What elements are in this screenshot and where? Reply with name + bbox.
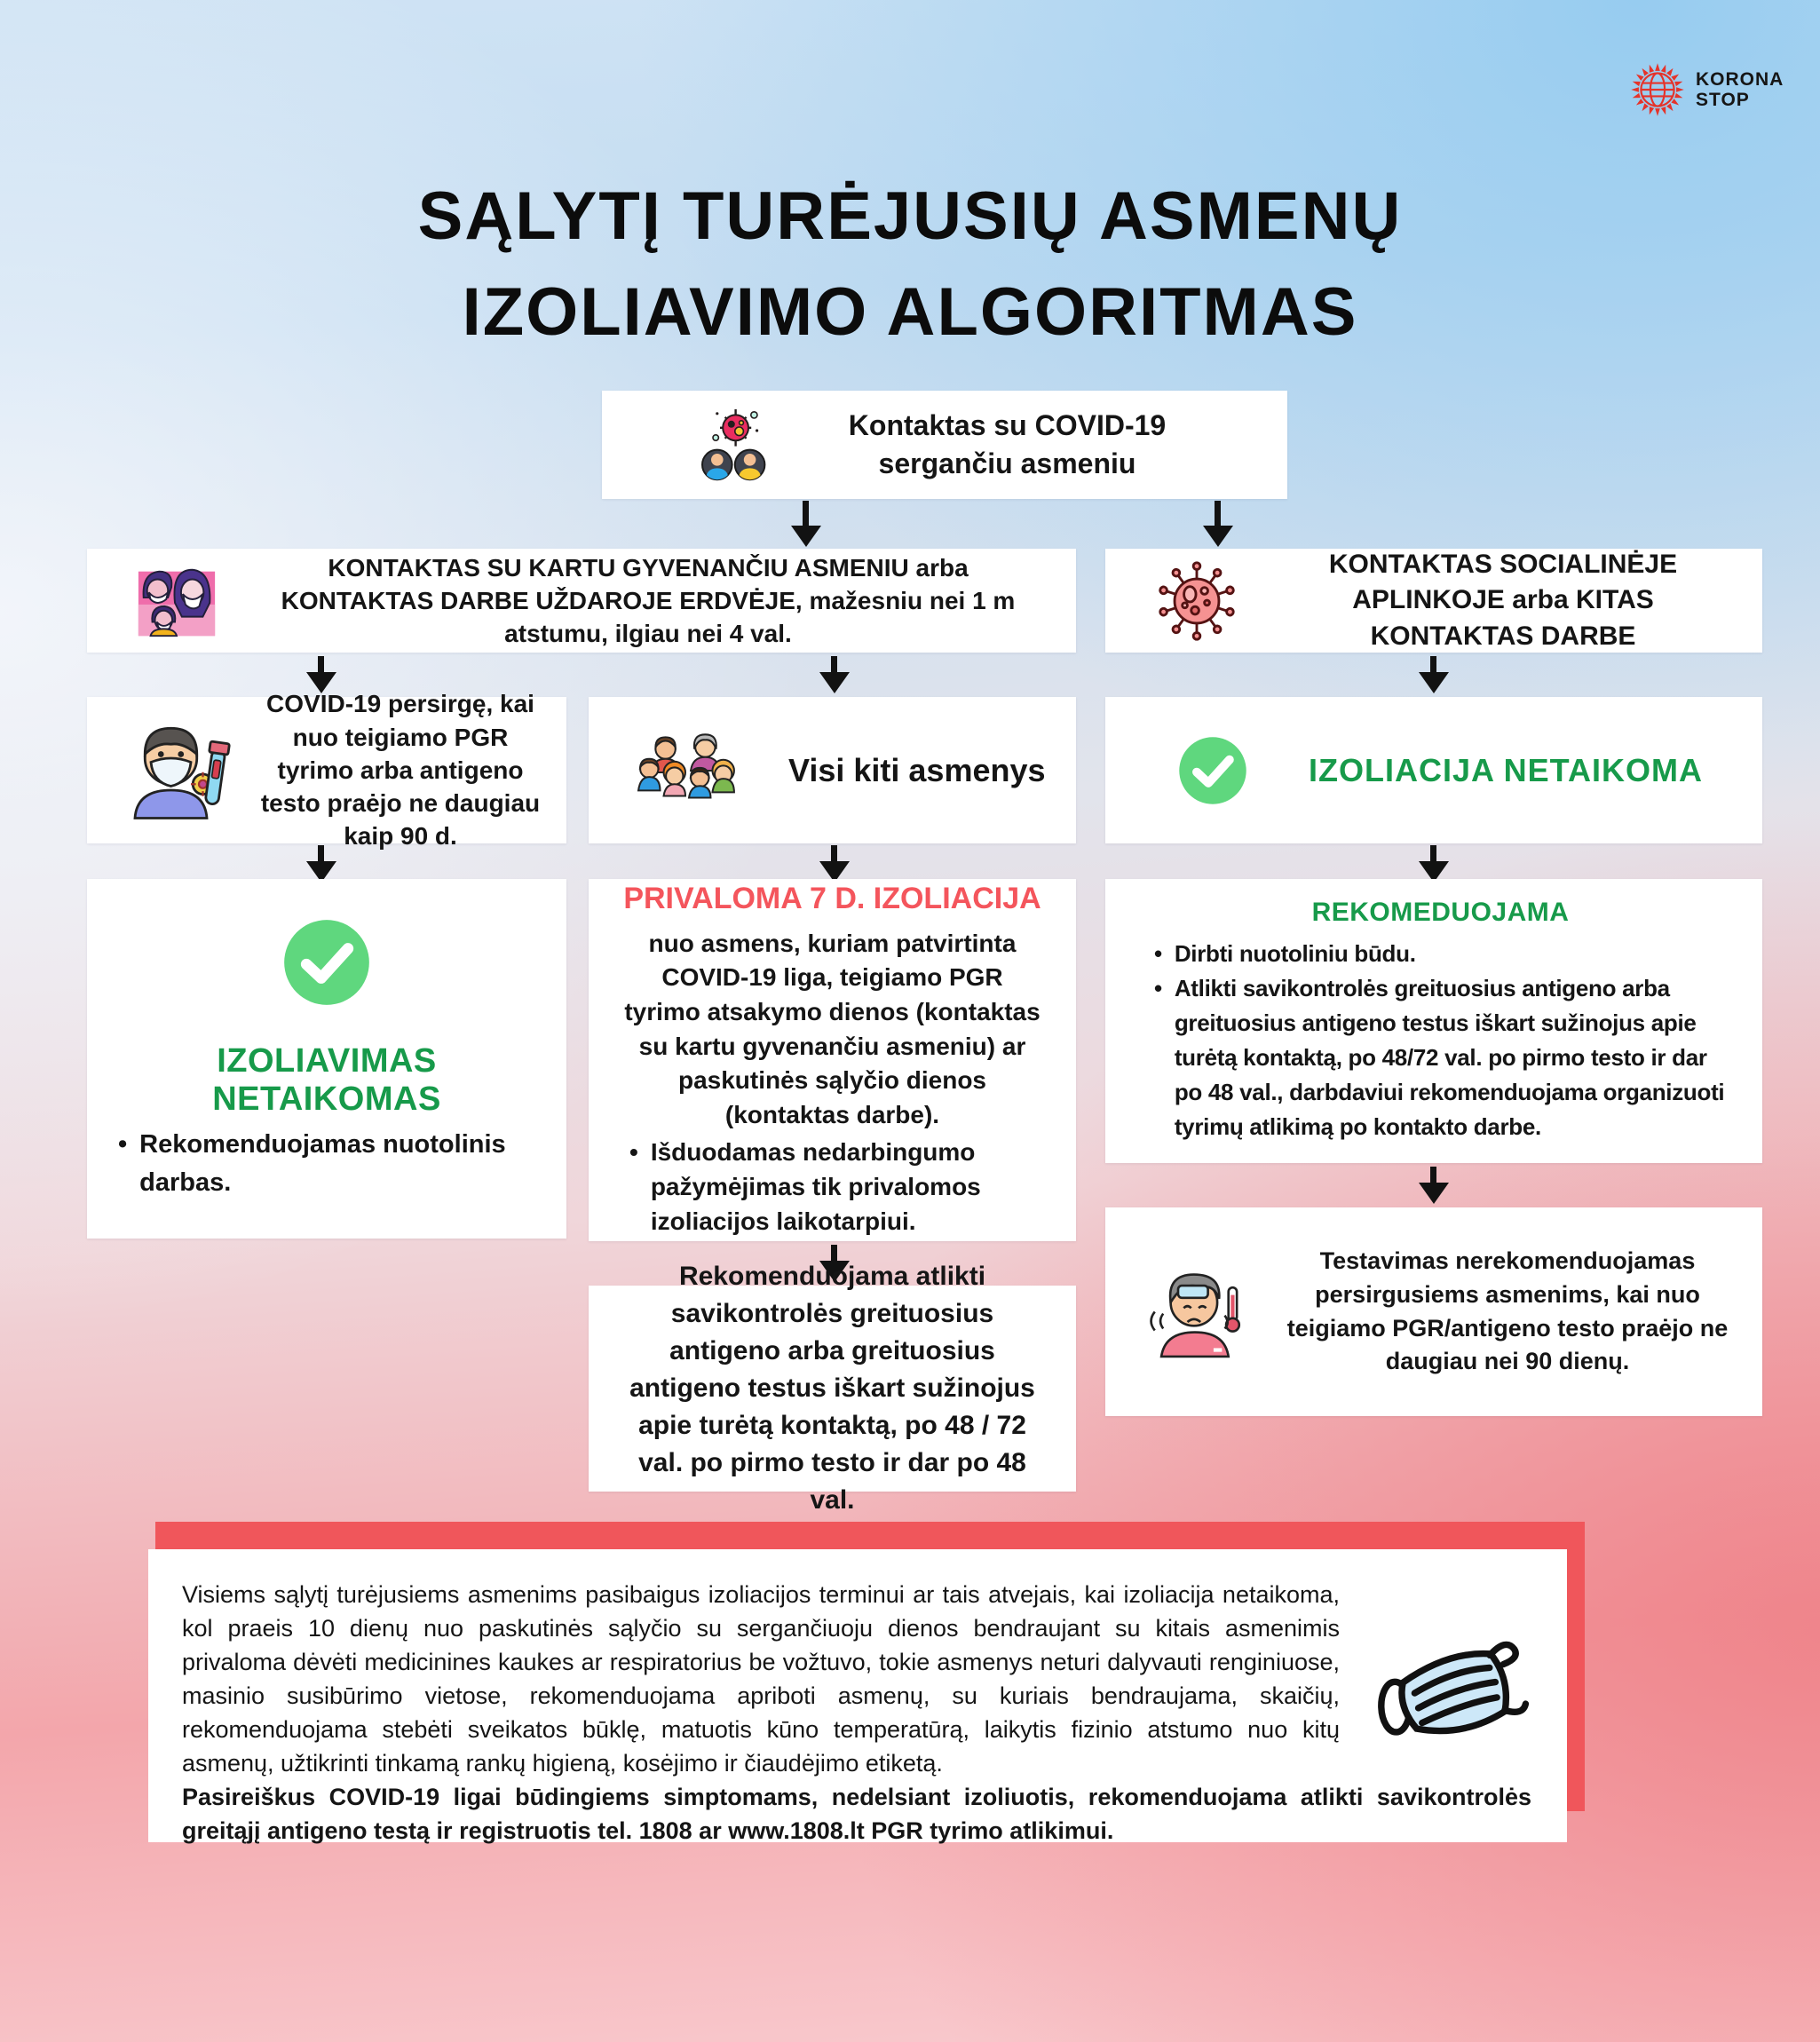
no-isolation-bullet: Rekomenduojamas nuotolinis darbas. <box>139 1130 506 1197</box>
footer-box <box>148 1549 1567 1842</box>
branch-household-label: KONTAKTAS SU KARTU GYVENANČIU ASMENIU arba KONTAKTAS DARBE UŽDAROJE ERDVĖJE, mažesniu nei 1 m atstumu, ilgiau nei 4 val. <box>281 553 1016 648</box>
logo-text-line1: KORONA <box>1696 68 1784 90</box>
family-masks-icon <box>133 558 220 645</box>
flow-box-branch-social <box>1105 549 1762 653</box>
footer-bold-paragraph: Pasireiškus COVID-19 ligai būdingiems simptomams, nedelsiant izoliuotis, rekomenduojama atlikti savikontrolės greitąjį antigeno testą ir registruotis tel. 1808 ar www.1808.lt PGR tyrimo atlikimui. <box>182 1784 1531 1844</box>
sick-person-thermometer-icon <box>1143 1265 1251 1358</box>
recommended-bullet: Dirbti nuotoliniu būdu. <box>1174 940 1416 967</box>
logo-text-line2: STOP <box>1696 90 1750 110</box>
footer-paragraph: Visiems sąlytį turėjusiems asmenims pasibaigus izoliacijos terminui ar tais atvejais, kai izoliacija netaikoma, kol praeis 10 dienų nuo paskutinės sąlyčio su sergančiuoju dienos bendraujant su kitais asmenimis privaloma dėvėti medicinines kaukes ar respiratorius be vožtuvo, tokie asmenys neturi dalyvauti renginiuose, masinio susibūrimo vietose, rekomenduojama apriboti asmenų, su kuriais bendraujama, skaičių, rekomenduojama stebėti sveikatos būklę, matuotis kūno temperatūrą, laikytis fizinio atstumo nuo kitų asmenų, užtikrinti tinkamą rankų higieną, kosėjimo ir čiaudėjimo etiketą. <box>182 1581 1340 1777</box>
recovered-box-label: COVID-19 persirgę, kai nuo teigiamo PGR tyrimo arba antigeno testo praėjo ne daugiau kaip 90 d. <box>260 690 541 851</box>
flow-arrow <box>318 656 324 672</box>
flow-box-recovered <box>87 690 566 851</box>
flow-arrow <box>831 656 837 672</box>
isolation-not-applied-label: IZOLIACIJA NETAIKOMA <box>1309 751 1703 788</box>
others-box-label: Visi kiti asmenys <box>788 751 1046 788</box>
branch-social-label: KONTAKTAS SOCIALINĖJE APLINKOJE arba KITAS KONTAKTAS DARBE <box>1328 549 1678 651</box>
flow-box-others <box>589 697 1076 843</box>
virus-two-people-icon <box>692 399 777 491</box>
flow-box-isolation-not-applied <box>1105 697 1762 843</box>
mandatory-isolation-title: PRIVALOMA 7 D. IZOLIACIJA <box>623 881 1041 915</box>
no-testing-label: Testavimas nerekomenduojamas persirgusiems asmenims, kai nuo teigiamo PGR/antigeno testo praėjo ne daugiau nei 90 dienų. <box>1286 1247 1729 1375</box>
check-circle-icon <box>281 916 373 1009</box>
coronavirus-icon <box>1154 558 1239 644</box>
mandatory-isolation-body: nuo asmens, kuriam patvirtinta COVID-19 liga, teigiamo PGR tyrimo atsakymo dienos (kontaktas su kartu gyvenančiu asmeniu) ar paskutinės sąlyčio dienos (kontaktas darbe). <box>624 929 1041 1128</box>
flow-box-self-test <box>589 1262 1076 1515</box>
korona-stop-globe-icon <box>1630 62 1685 117</box>
recommended-title: REKOMEDUOJAMA <box>1311 898 1570 927</box>
no-isolation-title: IZOLIAVIMAS NETAIKOMAS <box>212 1042 441 1119</box>
title-line2: IZOLIAVIMO ALGORITMAS <box>462 273 1358 350</box>
medical-mask-icon <box>1363 1629 1531 1758</box>
flow-arrow <box>318 845 324 861</box>
flow-arrow <box>1215 501 1221 526</box>
flow-box-branch-household <box>87 549 1076 653</box>
bullet-dot: • <box>1154 975 1162 1001</box>
flow-box-no-isolation-remote <box>87 879 566 1239</box>
bullet-dot: • <box>629 1138 638 1167</box>
bullet-dot: • <box>118 1130 128 1160</box>
bullet-dot: • <box>1154 940 1162 967</box>
title-line1: SĄLYTĮ TURĖJUSIŲ ASMENŲ <box>417 178 1403 254</box>
flow-arrow <box>803 501 809 526</box>
flow-arrow <box>1430 845 1436 861</box>
self-test-label: Rekomenduojama atlikti savikontrolės greituosius antigeno arba greituosius antigeno testus iškart sužinojus apie turėtą kontaktą, po 48 / 72 val. po pirmo testo ir dar po 48 val. <box>629 1262 1035 1515</box>
recommended-bullet: Atlikti savikontrolės greituosius antigeno arba greituosius antigeno testus iškart sužinojus apie turėtą kontaktą, po 48/72 val. po pirmo testo ir dar po 48 val., darbdaviui rekomenduojama organizuoti tyrimų atlikimą po kontakto darbe. <box>1174 975 1725 1140</box>
korona-stop-logo <box>1630 62 1784 117</box>
flow-arrow <box>831 845 837 861</box>
flow-arrow <box>1430 1167 1436 1183</box>
flow-box-start <box>602 391 1287 499</box>
family-group-icon <box>635 725 740 816</box>
check-circle-icon <box>1176 734 1249 807</box>
flow-arrow <box>1430 656 1436 672</box>
flow-box-recommended <box>1105 879 1762 1163</box>
flow-box-no-testing <box>1105 1207 1762 1416</box>
start-box-label: Kontaktas su COVID-19 sergančiu asmeniu <box>848 408 1167 479</box>
flow-box-mandatory-isolation <box>589 879 1076 1241</box>
masked-person-test-tube-icon <box>119 720 231 820</box>
mandatory-isolation-bullet: Išduodamas nedarbingumo pažymėjimas tik privalomos izoliacijos laikotarpiui. <box>650 1138 981 1235</box>
page-title <box>0 169 1820 360</box>
